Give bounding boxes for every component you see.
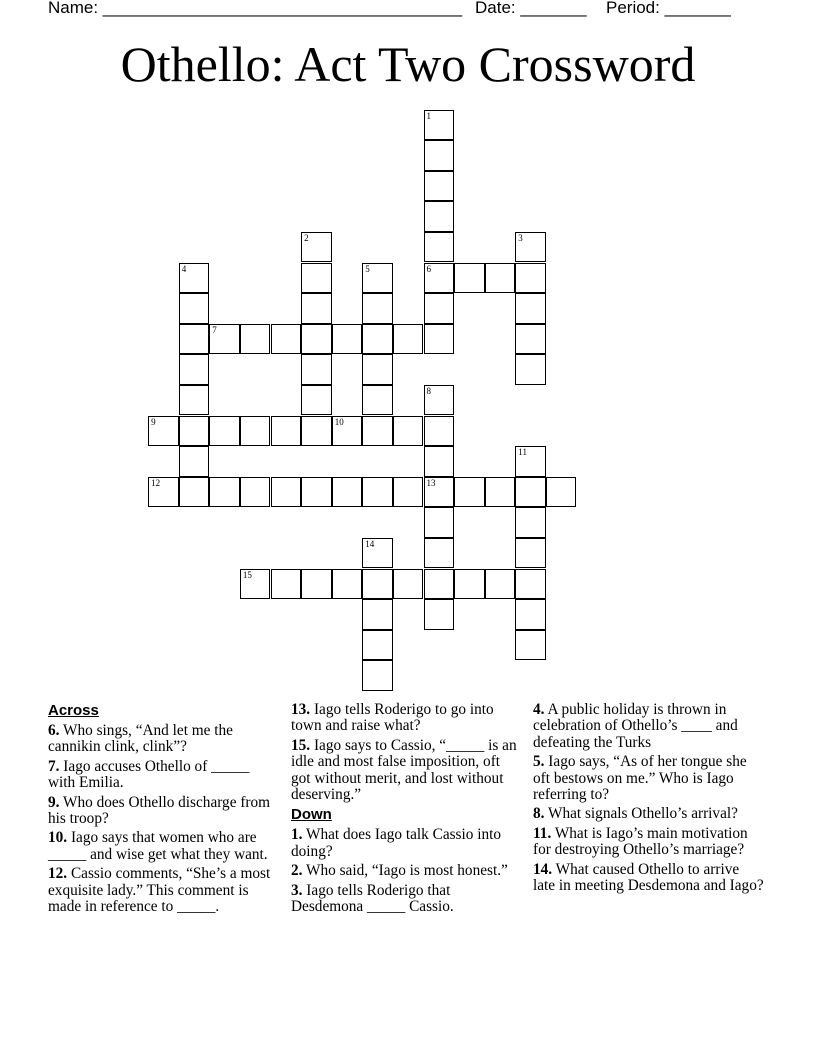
crossword-cell[interactable] <box>454 569 485 600</box>
crossword-cell[interactable] <box>362 630 393 661</box>
crossword-cell[interactable] <box>393 324 424 355</box>
crossword-cell[interactable] <box>362 569 393 600</box>
crossword-cell[interactable] <box>179 354 210 385</box>
crossword-cell[interactable] <box>485 569 516 600</box>
crossword-cell[interactable] <box>301 263 332 294</box>
crossword-cell[interactable] <box>301 293 332 324</box>
crossword-cell[interactable] <box>454 263 485 294</box>
clue-number-label: 4 <box>181 263 187 274</box>
down-heading: Down <box>291 806 332 824</box>
crossword-cell[interactable] <box>362 385 393 416</box>
clue-across-9: 9. Who does Othello discharge from his troop? <box>48 793 271 828</box>
crossword-cell[interactable] <box>424 538 455 569</box>
crossword-cell[interactable] <box>301 354 332 385</box>
crossword-cell[interactable] <box>424 232 455 263</box>
crossword-cell[interactable] <box>424 569 455 600</box>
crossword-cell[interactable] <box>362 293 393 324</box>
clue-number-label: 5 <box>365 263 370 274</box>
crossword-cell[interactable] <box>362 354 393 385</box>
crossword-cell[interactable] <box>485 477 516 508</box>
clue-down-1: 1. What does Iago talk Cassio into doing? <box>291 826 502 860</box>
crossword-cell[interactable] <box>179 477 210 508</box>
crossword-cell[interactable] <box>332 477 363 508</box>
crossword-cell[interactable] <box>424 446 455 477</box>
crossword-cell[interactable] <box>424 201 455 232</box>
crossword-cell[interactable] <box>393 416 424 447</box>
crossword-cell[interactable] <box>301 232 332 263</box>
crossword-cell[interactable] <box>362 660 393 691</box>
crossword-cell[interactable] <box>240 416 271 447</box>
clue-number-label: 13 <box>426 477 436 488</box>
crossword-cell[interactable] <box>424 293 455 324</box>
crossword-cell[interactable] <box>424 171 455 202</box>
date-field[interactable]: Date: _______ <box>475 0 587 17</box>
clue-down-8: 8. What signals Othello’s arrival? <box>533 805 738 823</box>
clues-column-2 <box>291 702 523 918</box>
crossword-cell[interactable] <box>271 477 302 508</box>
period-field[interactable]: Period: _______ <box>606 0 731 17</box>
crossword-cell[interactable] <box>424 385 455 416</box>
crossword-cell[interactable] <box>424 599 455 630</box>
crossword-cell[interactable] <box>148 477 179 508</box>
crossword-cell[interactable] <box>515 507 546 538</box>
clue-number-label: 10 <box>334 416 344 427</box>
crossword-cell[interactable] <box>515 446 546 477</box>
crossword-cell[interactable] <box>179 416 210 447</box>
crossword-cell[interactable] <box>271 416 302 447</box>
crossword-cell[interactable] <box>332 569 363 600</box>
crossword-cell[interactable] <box>301 324 332 355</box>
crossword-cell[interactable] <box>362 538 393 569</box>
clue-number-label: 7 <box>212 324 217 335</box>
crossword-cell[interactable] <box>240 477 271 508</box>
crossword-cell[interactable] <box>424 324 455 355</box>
crossword-cell[interactable] <box>515 599 546 630</box>
page-title: Othello: Act Two Crossword <box>120 36 696 92</box>
crossword-cell[interactable] <box>515 538 546 569</box>
clues-column-1 <box>48 702 280 918</box>
clue-down-11: 11. What is Iago’s main motivation for destroying Othello’s marriage? <box>533 824 748 859</box>
crossword-cell[interactable] <box>209 324 240 355</box>
clue-across-15: 15. Iago says to Cassio, “_____ is an idle and most false imposition, oft got without merit, and lost without deserving.” <box>291 736 517 804</box>
crossword-cell[interactable] <box>362 477 393 508</box>
clue-number-label: 14 <box>365 538 375 549</box>
crossword-cell[interactable] <box>362 324 393 355</box>
crossword-cell[interactable] <box>515 354 546 385</box>
crossword-cell[interactable] <box>240 569 271 600</box>
crossword-cell[interactable] <box>424 263 455 294</box>
name-field[interactable]: Name: ______________________________________ <box>48 0 463 17</box>
crossword-cell[interactable] <box>332 324 363 355</box>
clue-across-13: 13. Iago tells Roderigo to go into town and raise what? <box>291 701 494 735</box>
crossword-cell[interactable] <box>179 324 210 355</box>
crossword-cell[interactable] <box>362 416 393 447</box>
crossword-cell[interactable] <box>301 569 332 600</box>
crossword-cell[interactable] <box>240 324 271 355</box>
crossword-cell[interactable] <box>485 263 516 294</box>
crossword-cell[interactable] <box>424 477 455 508</box>
crossword-cell[interactable] <box>301 477 332 508</box>
crossword-cell[interactable] <box>209 477 240 508</box>
clue-across-6: 6. Who sings, “And let me the cannikin clink, clink”? <box>48 722 233 756</box>
crossword-cell[interactable] <box>515 232 546 263</box>
crossword-cell[interactable] <box>515 293 546 324</box>
crossword-cell[interactable] <box>362 263 393 294</box>
clue-number-label: 2 <box>304 232 309 243</box>
clue-number-label: 11 <box>518 447 527 458</box>
crossword-cell[interactable] <box>148 416 179 447</box>
crossword-cell[interactable] <box>301 416 332 447</box>
clues-column-3 <box>533 702 765 897</box>
clue-down-14: 14. What caused Othello to arrive late in meeting Desdemona and Iago? <box>533 860 764 895</box>
clue-down-2: 2. Who said, “Iago is most honest.” <box>291 862 508 880</box>
crossword-cell[interactable] <box>179 385 210 416</box>
crossword-cell[interactable] <box>546 477 577 508</box>
crossword-cell[interactable] <box>424 140 455 171</box>
clue-number-label: 6 <box>426 263 431 274</box>
clue-across-10: 10. Iago says that women who are _____ and wise get what they want. <box>48 829 268 863</box>
crossword-cell[interactable] <box>454 477 485 508</box>
crossword-cell[interactable] <box>515 324 546 355</box>
clue-across-12: 12. Cassio comments, “She’s a most exquisite lady.” This comment is made in reference to _____. <box>48 865 271 916</box>
clue-number-label: 8 <box>426 385 431 396</box>
clue-down-5: 5. Iago says, “As of her tongue she oft bestows on me.” Who is Iago referring to? <box>533 753 747 804</box>
crossword-cell[interactable] <box>179 293 210 324</box>
crossword-cell[interactable] <box>393 569 424 600</box>
clue-down-4: 4. A public holiday is thrown in celebration of Othello’s ____ and defeating the Turks <box>533 701 738 751</box>
clue-across-7: 7. Iago accuses Othello of _____ with Emilia. <box>48 757 250 792</box>
crossword-cell[interactable] <box>301 385 332 416</box>
clue-number-label: 1 <box>426 110 431 121</box>
crossword-cell[interactable] <box>424 110 455 141</box>
crossword-cell[interactable] <box>424 416 455 447</box>
clue-number-label: 3 <box>518 232 523 243</box>
crossword-cell[interactable] <box>179 446 210 477</box>
across-heading: Across <box>48 702 99 719</box>
crossword-cell[interactable] <box>515 630 546 661</box>
crossword-cell[interactable] <box>209 416 240 447</box>
crossword-cell[interactable] <box>424 507 455 538</box>
crossword-cell[interactable] <box>271 324 302 355</box>
clue-number-label: 15 <box>242 569 252 580</box>
crossword-cell[interactable] <box>515 569 546 600</box>
crossword-cell[interactable] <box>515 477 546 508</box>
crossword-cell[interactable] <box>271 569 302 600</box>
crossword-cell[interactable] <box>332 416 363 447</box>
crossword-cell[interactable] <box>179 263 210 294</box>
crossword-cell[interactable] <box>393 477 424 508</box>
clue-number-label: 12 <box>151 477 161 488</box>
clue-down-3: 3. Iago tells Roderigo that Desdemona _____ Cassio. <box>291 881 454 916</box>
crossword-cell[interactable] <box>515 263 546 294</box>
clue-number-label: 9 <box>151 416 156 427</box>
crossword-cell[interactable] <box>362 599 393 630</box>
